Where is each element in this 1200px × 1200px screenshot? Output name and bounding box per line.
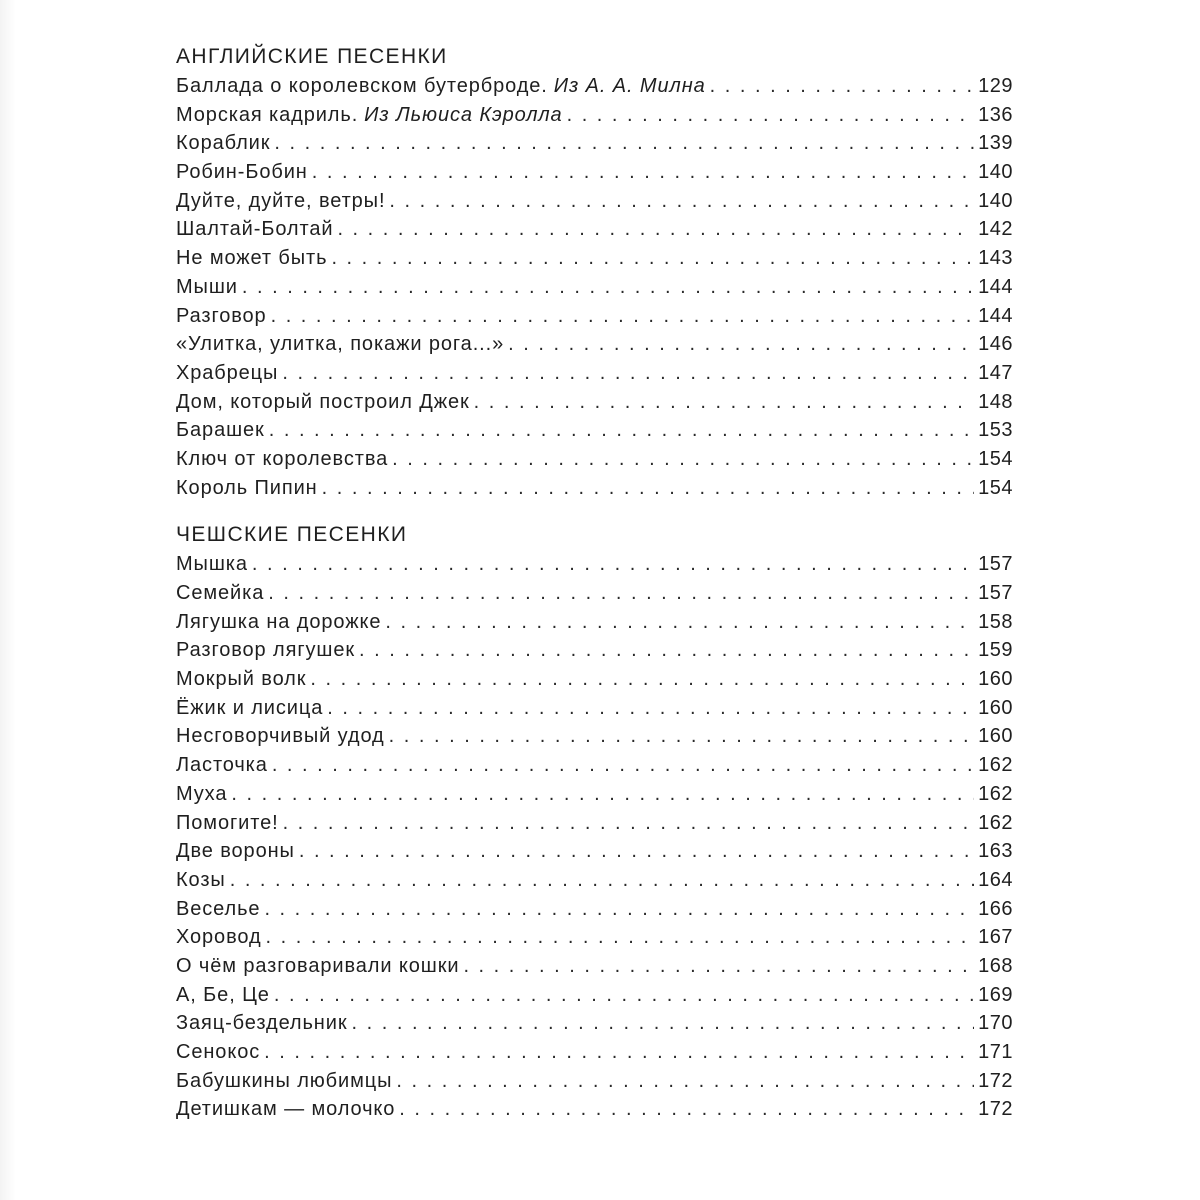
toc-entry <box>176 215 1013 244</box>
dot-leader <box>264 895 974 924</box>
entry-page-number: 136 <box>978 103 1013 126</box>
entry-page-number: 162 <box>978 754 1013 777</box>
dot-leader <box>282 359 974 388</box>
entry-page-number: 144 <box>978 275 1013 298</box>
dot-leader <box>385 608 974 637</box>
dot-leader <box>310 665 974 694</box>
dot-leader <box>299 837 974 866</box>
dot-leader <box>396 1067 974 1096</box>
toc-entry <box>176 722 1013 751</box>
toc-entry <box>176 187 1013 216</box>
entry-title: Не может быть <box>176 247 328 270</box>
dot-leader <box>242 273 974 302</box>
toc-entry <box>176 1038 1013 1067</box>
dot-leader <box>567 101 975 130</box>
entry-title: Помогите! <box>176 811 279 834</box>
toc-entry <box>176 809 1013 838</box>
toc-entry <box>176 1067 1013 1096</box>
dot-leader <box>264 1038 974 1067</box>
dot-leader <box>283 809 975 838</box>
entry-page-number: 172 <box>978 1069 1013 1092</box>
entry-title: Ключ от королевства <box>176 447 389 470</box>
toc-entry <box>176 837 1013 866</box>
toc-entry <box>176 1009 1013 1038</box>
entry-title: Веселье <box>176 897 261 920</box>
dot-leader <box>359 636 974 665</box>
entry-page-number: 142 <box>978 218 1013 241</box>
entry-title: Разговор <box>176 304 267 327</box>
entry-page-number: 157 <box>978 553 1013 576</box>
toc-entry <box>176 780 1013 809</box>
dot-leader <box>230 866 974 895</box>
toc-entry <box>176 72 1013 101</box>
entry-title: Две вороны <box>176 840 295 863</box>
toc-entry <box>176 129 1013 158</box>
dot-leader <box>508 330 974 359</box>
entry-page-number: 159 <box>978 639 1013 662</box>
toc-entry <box>176 388 1013 417</box>
toc-entry <box>176 550 1013 579</box>
entry-page-number: 157 <box>978 582 1013 604</box>
dot-leader <box>399 1095 974 1124</box>
dot-leader <box>389 722 974 751</box>
entry-list-english <box>176 72 1013 502</box>
toc-entry <box>176 101 1013 130</box>
toc-entry <box>176 981 1013 1010</box>
entry-page-number: 170 <box>978 1012 1013 1035</box>
dot-leader <box>710 72 975 101</box>
toc-entry <box>176 952 1013 981</box>
entry-title: Сенокос <box>176 1041 261 1063</box>
toc-entry <box>176 694 1013 723</box>
toc-entry <box>176 359 1013 388</box>
toc-entry <box>176 474 1013 503</box>
entry-page-number: 160 <box>978 668 1013 691</box>
section-title-czech: ЧЕШСКИЕ ПЕСЕНКИ <box>176 523 408 547</box>
toc-entry <box>176 895 1013 924</box>
entry-title: Ласточка <box>176 754 268 777</box>
entry-title: Кораблик <box>176 132 271 155</box>
entry-page-number: 172 <box>978 1098 1013 1121</box>
entry-page-number: 167 <box>978 926 1013 949</box>
toc-entry <box>176 636 1013 665</box>
entry-title: Хоровод <box>176 926 262 949</box>
dot-leader <box>266 923 975 952</box>
toc-entry <box>176 416 1013 445</box>
toc-entry <box>176 330 1013 359</box>
entry-title: Ёжик и лисица <box>176 696 324 719</box>
toc-entry <box>176 158 1013 187</box>
dot-leader <box>351 1009 974 1038</box>
entry-page-number: 171 <box>978 1041 1013 1063</box>
entry-title: Король Пипин <box>176 476 318 499</box>
entry-page-number: 153 <box>978 419 1013 442</box>
dot-leader <box>331 244 974 273</box>
entry-title: Барашек <box>176 419 265 442</box>
dot-leader <box>474 388 974 417</box>
entry-page-number: 162 <box>978 811 1013 834</box>
dot-leader <box>274 129 974 158</box>
dot-leader <box>463 952 974 981</box>
entry-title: Мыши <box>176 275 238 298</box>
entry-page-number: 166 <box>978 897 1013 920</box>
entry-list-czech <box>176 550 1013 1124</box>
entry-page-number: 129 <box>978 75 1013 97</box>
entry-page-number: 160 <box>978 696 1013 719</box>
dot-leader <box>322 474 975 503</box>
toc-entry <box>176 273 1013 302</box>
entry-page-number: 154 <box>978 476 1013 499</box>
toc-entry <box>176 923 1013 952</box>
dot-leader <box>327 694 974 723</box>
entry-page-number: 162 <box>978 782 1013 805</box>
toc-entry <box>176 608 1013 637</box>
entry-page-number: 148 <box>978 390 1013 413</box>
entry-author-note: Из Льюиса Кэролла <box>364 103 563 126</box>
entry-title: Шалтай-Болтай <box>176 218 334 241</box>
entry-page-number: 147 <box>978 361 1013 384</box>
entry-page-number: 139 <box>978 132 1013 155</box>
entry-title: Козы <box>176 868 226 891</box>
entry-title: Робин-Бобин <box>176 161 308 184</box>
entry-page-number: 168 <box>978 954 1013 977</box>
entry-page-number: 146 <box>978 333 1013 356</box>
dot-leader <box>272 751 974 780</box>
entry-title: Храбрецы <box>176 361 279 384</box>
entry-title: Мышка <box>176 553 248 576</box>
entry-page-number: 144 <box>978 304 1013 327</box>
dot-leader <box>389 187 974 216</box>
dot-leader <box>337 215 974 244</box>
entry-page-number: 154 <box>978 447 1013 470</box>
entry-page-number: 143 <box>978 247 1013 270</box>
dot-leader <box>271 302 975 331</box>
section-title-english: АНГЛИЙСКИЕ ПЕСЕНКИ <box>176 45 448 68</box>
entry-title: «Улитка, улитка, покажи рога...» <box>176 333 505 356</box>
dot-leader <box>269 416 974 445</box>
dot-leader <box>268 579 974 608</box>
entry-page-number: 140 <box>978 161 1013 184</box>
dot-leader <box>392 445 974 474</box>
entry-title: Детишкам — молочко <box>176 1098 396 1121</box>
entry-title: Мокрый волк <box>176 668 307 691</box>
entry-title: Разговор лягушек <box>176 639 356 662</box>
toc-entry <box>176 665 1013 694</box>
page-gutter-shadow <box>0 0 16 1200</box>
toc-entry <box>176 1095 1013 1124</box>
entry-title: Заяц-бездельник <box>176 1012 348 1035</box>
entry-title: А, Бе, Це <box>176 983 270 1006</box>
entry-page-number: 158 <box>978 610 1013 633</box>
toc-entry <box>176 751 1013 780</box>
entry-title: Бабушкины любимцы <box>176 1069 393 1092</box>
toc-entry <box>176 866 1013 895</box>
dot-leader <box>231 780 974 809</box>
entry-title: Дом, который построил Джек <box>176 390 470 413</box>
dot-leader <box>252 550 974 579</box>
entry-title: О чём разговаривали кошки <box>176 954 460 977</box>
entry-author-note: Из А. А. Милна <box>553 75 706 97</box>
entry-title: Морская кадриль. <box>176 103 359 126</box>
entry-page-number: 164 <box>978 868 1013 891</box>
entry-title: Лягушка на дорожке <box>176 610 382 633</box>
dot-leader <box>274 981 974 1010</box>
entry-page-number: 140 <box>978 189 1013 212</box>
entry-title: Несговорчивый удод <box>176 725 385 748</box>
toc-entry <box>176 302 1013 331</box>
toc-entry <box>176 445 1013 474</box>
entry-page-number: 169 <box>978 983 1013 1006</box>
table-of-contents <box>176 42 1013 1124</box>
toc-entry <box>176 244 1013 273</box>
entry-title: Семейка <box>176 582 265 604</box>
entry-page-number: 160 <box>978 725 1013 748</box>
entry-page-number: 163 <box>978 840 1013 863</box>
toc-entry <box>176 579 1013 608</box>
dot-leader <box>312 158 974 187</box>
entry-title: Муха <box>176 782 228 805</box>
entry-title: Дуйте, дуйте, ветры! <box>176 189 386 212</box>
entry-title: Баллада о королевском бутерброде. <box>176 75 548 97</box>
